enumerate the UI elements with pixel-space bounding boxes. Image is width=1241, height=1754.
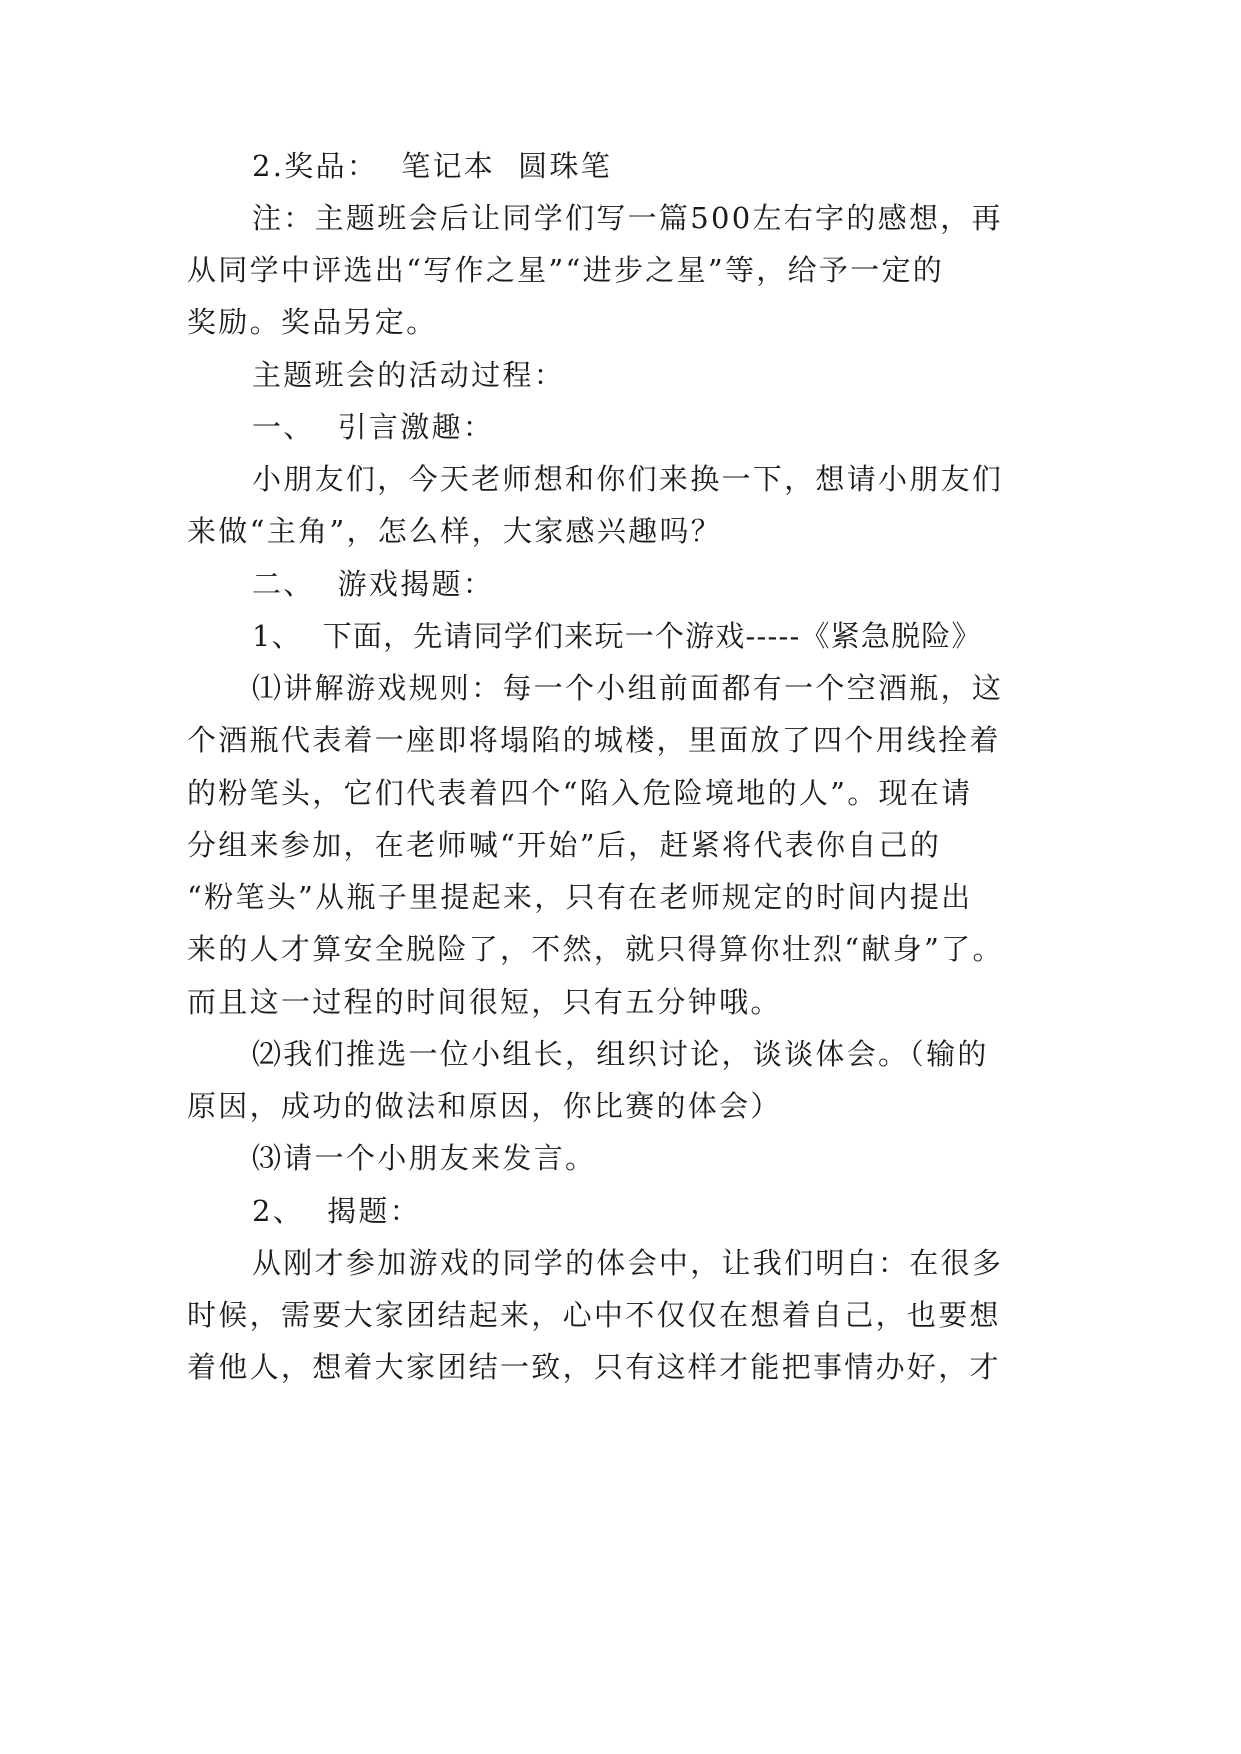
conclusion-line-1: 从刚才参加游戏的同学的体会中，让我们明白：在很多 <box>252 1246 1004 1280</box>
discussion-line-1: ⑵我们推选一位小组长，组织讨论，谈谈体会。（输的 <box>252 1037 989 1071</box>
section-2-heading: 二、 游戏揭题： <box>252 567 495 601</box>
rules-line-6: 来的人才算安全脱险了，不然，就只得算你壮烈“献身”了。 <box>187 932 1004 966</box>
rules-line-1: ⑴讲解游戏规则：每一个小组前面都有一个空酒瓶，这 <box>252 671 1004 705</box>
discussion-line-2: 原因，成功的做法和原因，你比赛的体会） <box>187 1089 782 1123</box>
rules-line-3: 的粉笔头，它们代表着四个“陷入危险境地的人”。现在请 <box>187 776 973 810</box>
conclusion-line-3: 着他人，想着大家团结一致，只有这样才能把事情办好，才 <box>187 1350 1001 1384</box>
rules-line-4: 分组来参加，在老师喊“开始”后，赶紧将代表你自己的 <box>187 828 942 862</box>
process-heading: 主题班会的活动过程： <box>252 358 566 392</box>
section-1-heading: 一、 引言激趣： <box>252 410 495 444</box>
note-line-3: 奖励。奖品另定。 <box>187 305 438 339</box>
note-line-2: 从同学中评选出“写作之星”“进步之星”等，给予一定的 <box>187 253 945 287</box>
rules-line-2: 个酒瓶代表着一座即将塌陷的城楼，里面放了四个用线拴着 <box>187 723 1001 757</box>
game-intro-line: 1、 下面，先请同学们来玩一个游戏-----《紧急脱险》 <box>252 619 982 653</box>
conclusion-line-2: 时候，需要大家团结起来，心中不仅仅在想着自己，也要想 <box>187 1298 1001 1332</box>
reveal-heading: 2、 揭题： <box>252 1194 421 1228</box>
prize-line: 2.奖品： 笔记本 圆珠笔 <box>252 149 613 183</box>
rules-line-5: “粉笔头”从瓶子里提起来，只有在老师规定的时间内提出 <box>187 880 973 914</box>
note-line-1: 注：主题班会后让同学们写一篇500左右字的感想，再 <box>252 201 1003 235</box>
rules-line-7: 而且这一过程的时间很短，只有五分钟哦。 <box>187 985 782 1019</box>
intro-paragraph-line-2: 来做“主角”，怎么样，大家感兴趣吗？ <box>187 514 723 548</box>
intro-paragraph-line-1: 小朋友们，今天老师想和你们来换一下，想请小朋友们 <box>252 462 1004 496</box>
speech-line: ⑶请一个小朋友来发言。 <box>252 1141 597 1175</box>
